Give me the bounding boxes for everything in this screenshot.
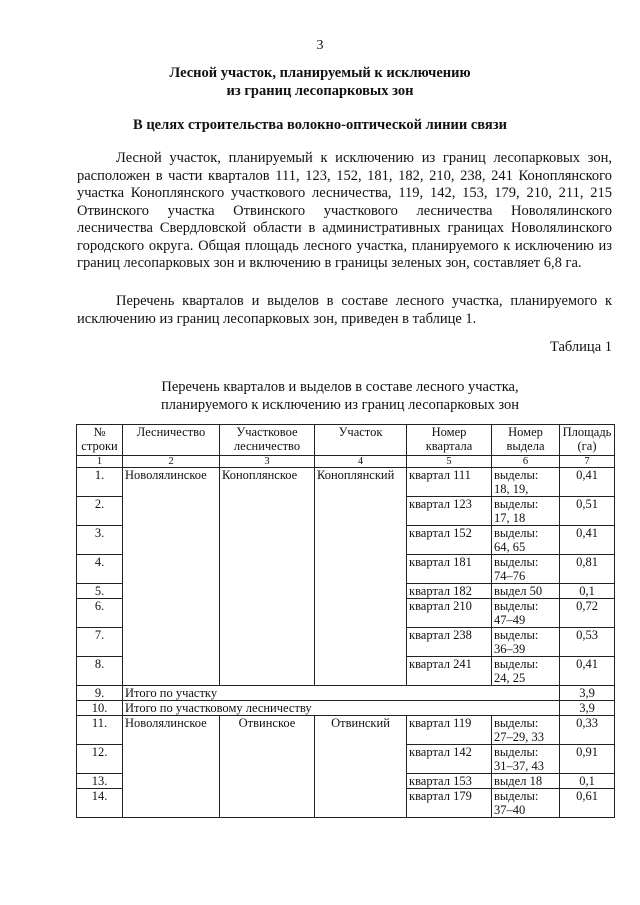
total-label: Итого по участковому лесничеству bbox=[123, 701, 560, 716]
section-title-line: из границ лесопарковых зон bbox=[226, 83, 414, 99]
header-row-number: № строки bbox=[77, 425, 123, 456]
quarter-cell: квартал 153 bbox=[407, 774, 492, 789]
quarter-cell: квартал 238 bbox=[407, 628, 492, 657]
row-number: 1. bbox=[77, 468, 123, 497]
row-number: 10. bbox=[77, 701, 123, 716]
area-cell: 3,9 bbox=[560, 701, 615, 716]
column-number: 3 bbox=[220, 456, 315, 468]
row-number: 5. bbox=[77, 584, 123, 599]
section-cell: выделы: 36–39 bbox=[492, 628, 560, 657]
row-number: 2. bbox=[77, 497, 123, 526]
header-quarter-number: Номер квартала bbox=[407, 425, 492, 456]
area-cell: 0,81 bbox=[560, 555, 615, 584]
table-row bbox=[77, 468, 615, 497]
section-cell: выделы: 18, 19, bbox=[492, 468, 560, 497]
section-cell: выдел 50 bbox=[492, 584, 560, 599]
row-number: 9. bbox=[77, 686, 123, 701]
column-number: 1 bbox=[77, 456, 123, 468]
section-title bbox=[0, 64, 640, 100]
area-cell: 0,72 bbox=[560, 599, 615, 628]
quarter-cell: квартал 123 bbox=[407, 497, 492, 526]
area-cell: 0,61 bbox=[560, 789, 615, 818]
total-row bbox=[77, 686, 615, 701]
section-cell: выделы: 27–29, 33 bbox=[492, 716, 560, 745]
section-subtitle: В целях строительства волокно-оптической линии связи bbox=[133, 117, 507, 133]
area-cell: 0,41 bbox=[560, 526, 615, 555]
table-caption-line: планируемого к исключению из границ лесопарковых зон bbox=[160, 397, 519, 413]
header-district-forestry: Участковое лесничество bbox=[220, 425, 315, 456]
paragraph-reference: Перечень кварталов и выделов в составе лесного участка, планируемого к исключению из границ лесопарковых зон, приведен в таблице 1. bbox=[77, 293, 612, 327]
column-number-row bbox=[77, 456, 615, 468]
area-cell: 0,91 bbox=[560, 745, 615, 774]
area-cell: 0,33 bbox=[560, 716, 615, 745]
page-number: 3 bbox=[316, 38, 324, 53]
column-number: 7 bbox=[560, 456, 615, 468]
column-number: 2 bbox=[123, 456, 220, 468]
section-cell: выделы: 24, 25 bbox=[492, 657, 560, 686]
area-cell: 0,1 bbox=[560, 774, 615, 789]
table-row bbox=[77, 716, 615, 745]
forest-quarters-table bbox=[76, 424, 615, 818]
column-number: 5 bbox=[407, 456, 492, 468]
row-number: 11. bbox=[77, 716, 123, 745]
table-header-row bbox=[77, 425, 615, 456]
total-label: Итого по участку bbox=[123, 686, 560, 701]
plot-cell: Коноплянский bbox=[315, 468, 407, 686]
area-cell: 0,53 bbox=[560, 628, 615, 657]
forestry-cell: Новолялинское bbox=[123, 468, 220, 686]
quarter-cell: квартал 241 bbox=[407, 657, 492, 686]
quarter-cell: квартал 179 bbox=[407, 789, 492, 818]
quarter-cell: квартал 119 bbox=[407, 716, 492, 745]
row-number: 4. bbox=[77, 555, 123, 584]
section-cell: выделы: 74–76 bbox=[492, 555, 560, 584]
header-forestry: Лесничество bbox=[123, 425, 220, 456]
row-number: 3. bbox=[77, 526, 123, 555]
section-cell: выделы: 47–49 bbox=[492, 599, 560, 628]
row-number: 7. bbox=[77, 628, 123, 657]
row-number: 14. bbox=[77, 789, 123, 818]
column-number: 6 bbox=[492, 456, 560, 468]
total-row bbox=[77, 701, 615, 716]
row-number: 13. bbox=[77, 774, 123, 789]
forestry-cell: Новолялинское bbox=[123, 716, 220, 818]
section-title-line: Лесной участок, планируемый к исключению bbox=[169, 65, 471, 81]
row-number: 12. bbox=[77, 745, 123, 774]
header-section-number: Номер выдела bbox=[492, 425, 560, 456]
column-number: 4 bbox=[315, 456, 407, 468]
quarter-cell: квартал 210 bbox=[407, 599, 492, 628]
section-cell: выдел 18 bbox=[492, 774, 560, 789]
area-cell: 3,9 bbox=[560, 686, 615, 701]
header-area: Площадь (га) bbox=[560, 425, 615, 456]
table-caption bbox=[0, 378, 640, 414]
header-plot: Участок bbox=[315, 425, 407, 456]
row-number: 6. bbox=[77, 599, 123, 628]
quarter-cell: квартал 181 bbox=[407, 555, 492, 584]
row-number: 8. bbox=[77, 657, 123, 686]
table-caption-line: Перечень кварталов и выделов в составе лесного участка, bbox=[161, 379, 519, 395]
section-cell: выделы: 64, 65 bbox=[492, 526, 560, 555]
area-cell: 0,41 bbox=[560, 657, 615, 686]
district-forestry-cell: Коноплянское bbox=[220, 468, 315, 686]
area-cell: 0,1 bbox=[560, 584, 615, 599]
quarter-cell: квартал 111 bbox=[407, 468, 492, 497]
section-cell: выделы: 31–37, 43 bbox=[492, 745, 560, 774]
area-cell: 0,41 bbox=[560, 468, 615, 497]
district-forestry-cell: Отвинское bbox=[220, 716, 315, 818]
area-cell: 0,51 bbox=[560, 497, 615, 526]
quarter-cell: квартал 142 bbox=[407, 745, 492, 774]
table-label: Таблица 1 bbox=[549, 339, 612, 355]
paragraph-description: Лесной участок, планируемый к исключению из границ лесопарковых зон, расположен в части кварталов 111, 123, 152, 181, 182, 210, 238, 241 Коноплянского участка Коноплянского участкового лесничества, 119, 142, 153, 179, 210, 211, 215 Отвинского участка Отвинского участкового лесничества Новолялинского лесничества Свердловской области в административных границах Новолялинского городского округа. Общая площадь лесного участка, планируемого к исключению из границ лесопарковых зон и включению в границы зеленых зон, составляет 6,8 га. bbox=[77, 150, 612, 271]
plot-cell: Отвинский bbox=[315, 716, 407, 818]
quarter-cell: квартал 182 bbox=[407, 584, 492, 599]
quarter-cell: квартал 152 bbox=[407, 526, 492, 555]
section-cell: выделы: 37–40 bbox=[492, 789, 560, 818]
section-cell: выделы: 17, 18 bbox=[492, 497, 560, 526]
